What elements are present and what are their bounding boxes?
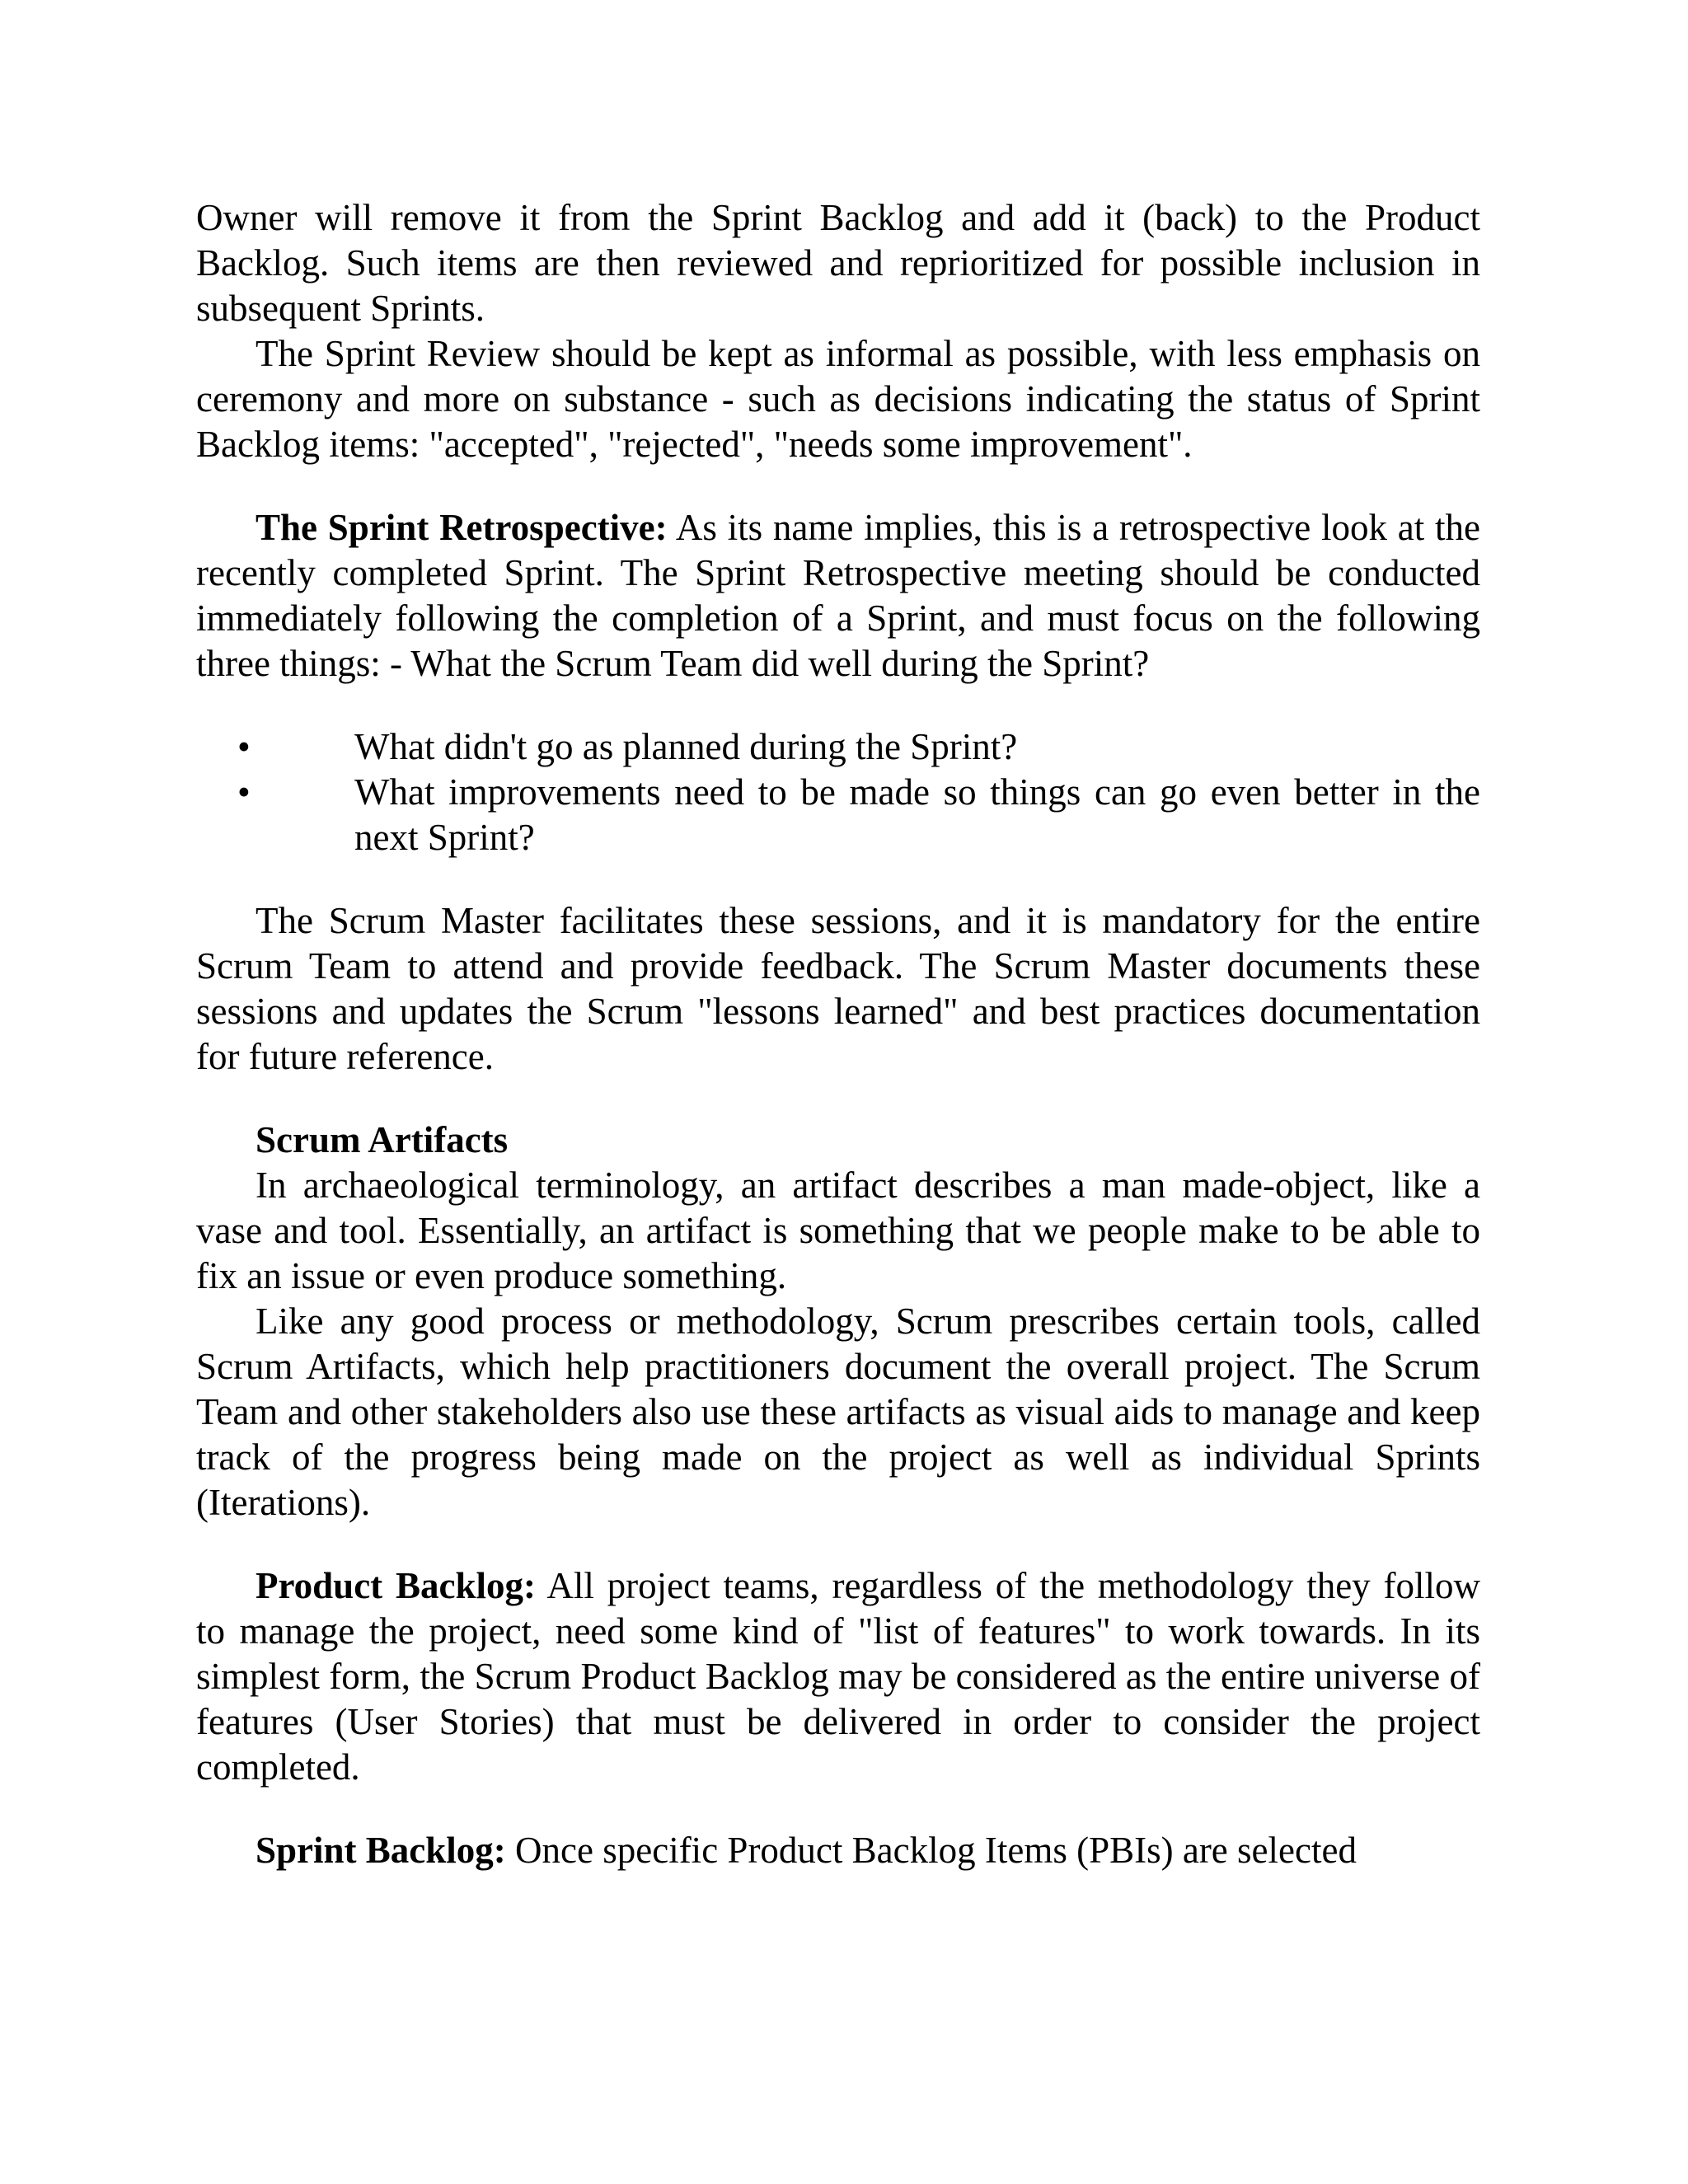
paragraph-scrum-master: The Scrum Master facilitates these sessions, and it is mandatory for the entire Scrum Team to attend and provide feedback. The Scrum Master documents these sessions and updates the Scrum "lessons learned" and best practices documentation for future reference. [196,900,1480,1077]
list-item-text: What didn't go as planned during the Sprint? [354,726,1018,767]
paragraph-artifact-definition: In archaeological terminology, an artifact describes a man made-object, like a vase and tool. Essentially, an artifact is something that we people make to be able to fix an issue or even produce something. [196,1165,1480,1296]
product-backlog-text: All project teams, regardless of the methodology they follow to manage the project, need some kind of "list of features" to work towards. In its simplest form, the Scrum Product Backlog may be considered as the entire universe of features (User Stories) that must be delivered in order to consider the project completed. [196,1565,1480,1788]
paragraph-sprint-backlog [196,1828,1480,1873]
term-sprint-backlog: Sprint Backlog: [256,1830,506,1871]
term-product-backlog: Product Backlog: [256,1565,536,1606]
paragraph-sprint-review-informal: The Sprint Review should be kept as informal as possible, with less emphasis on ceremony and more on substance - such as decisions indicating the status of Sprint Backlog items: "accepted", "rejected", "needs some improvement". [196,333,1480,465]
list-item [196,770,1480,860]
paragraph-sprint-review-end: Owner will remove it from the Sprint Backlog and add it (back) to the Product Backlog. Such items are then reviewed and reprioritized for possible inclusion in subsequent Sprints. [196,197,1480,329]
sprint-backlog-text: Once specific Product Backlog Items (PBIs) are selected [505,1830,1357,1871]
list-item [196,724,1480,770]
term-sprint-retrospective: The Sprint Retrospective: [256,507,668,548]
sprint-retrospective-text: As its name implies, this is a retrospective look at the recently completed Sprint. The Sprint Retrospective meeting should be conducted immediately following the completion of a Sprint, and must focus on the following three things: - What the Scrum Team did well during the Sprint? [196,507,1480,684]
retrospective-bullet-list [196,724,1480,860]
paragraph-product-backlog [196,1563,1480,1790]
paragraph-artifact-tools: Like any good process or methodology, Scrum prescribes certain tools, called Scrum Artifacts, which help practitioners document the overall project. The Scrum Team and other stakeholders also use these artifacts as visual aids to manage and keep track of the progress being made on the project as well as individual Sprints (Iterations). [196,1301,1480,1523]
document-page [196,195,1480,1873]
bullet-icon: • [237,726,251,767]
paragraph-sprint-retrospective [196,505,1480,687]
heading-scrum-artifacts: Scrum Artifacts [256,1119,509,1160]
list-item-text: What improvements need to be made so things can go even better in the next Sprint? [354,771,1480,858]
bullet-icon: • [237,771,251,813]
